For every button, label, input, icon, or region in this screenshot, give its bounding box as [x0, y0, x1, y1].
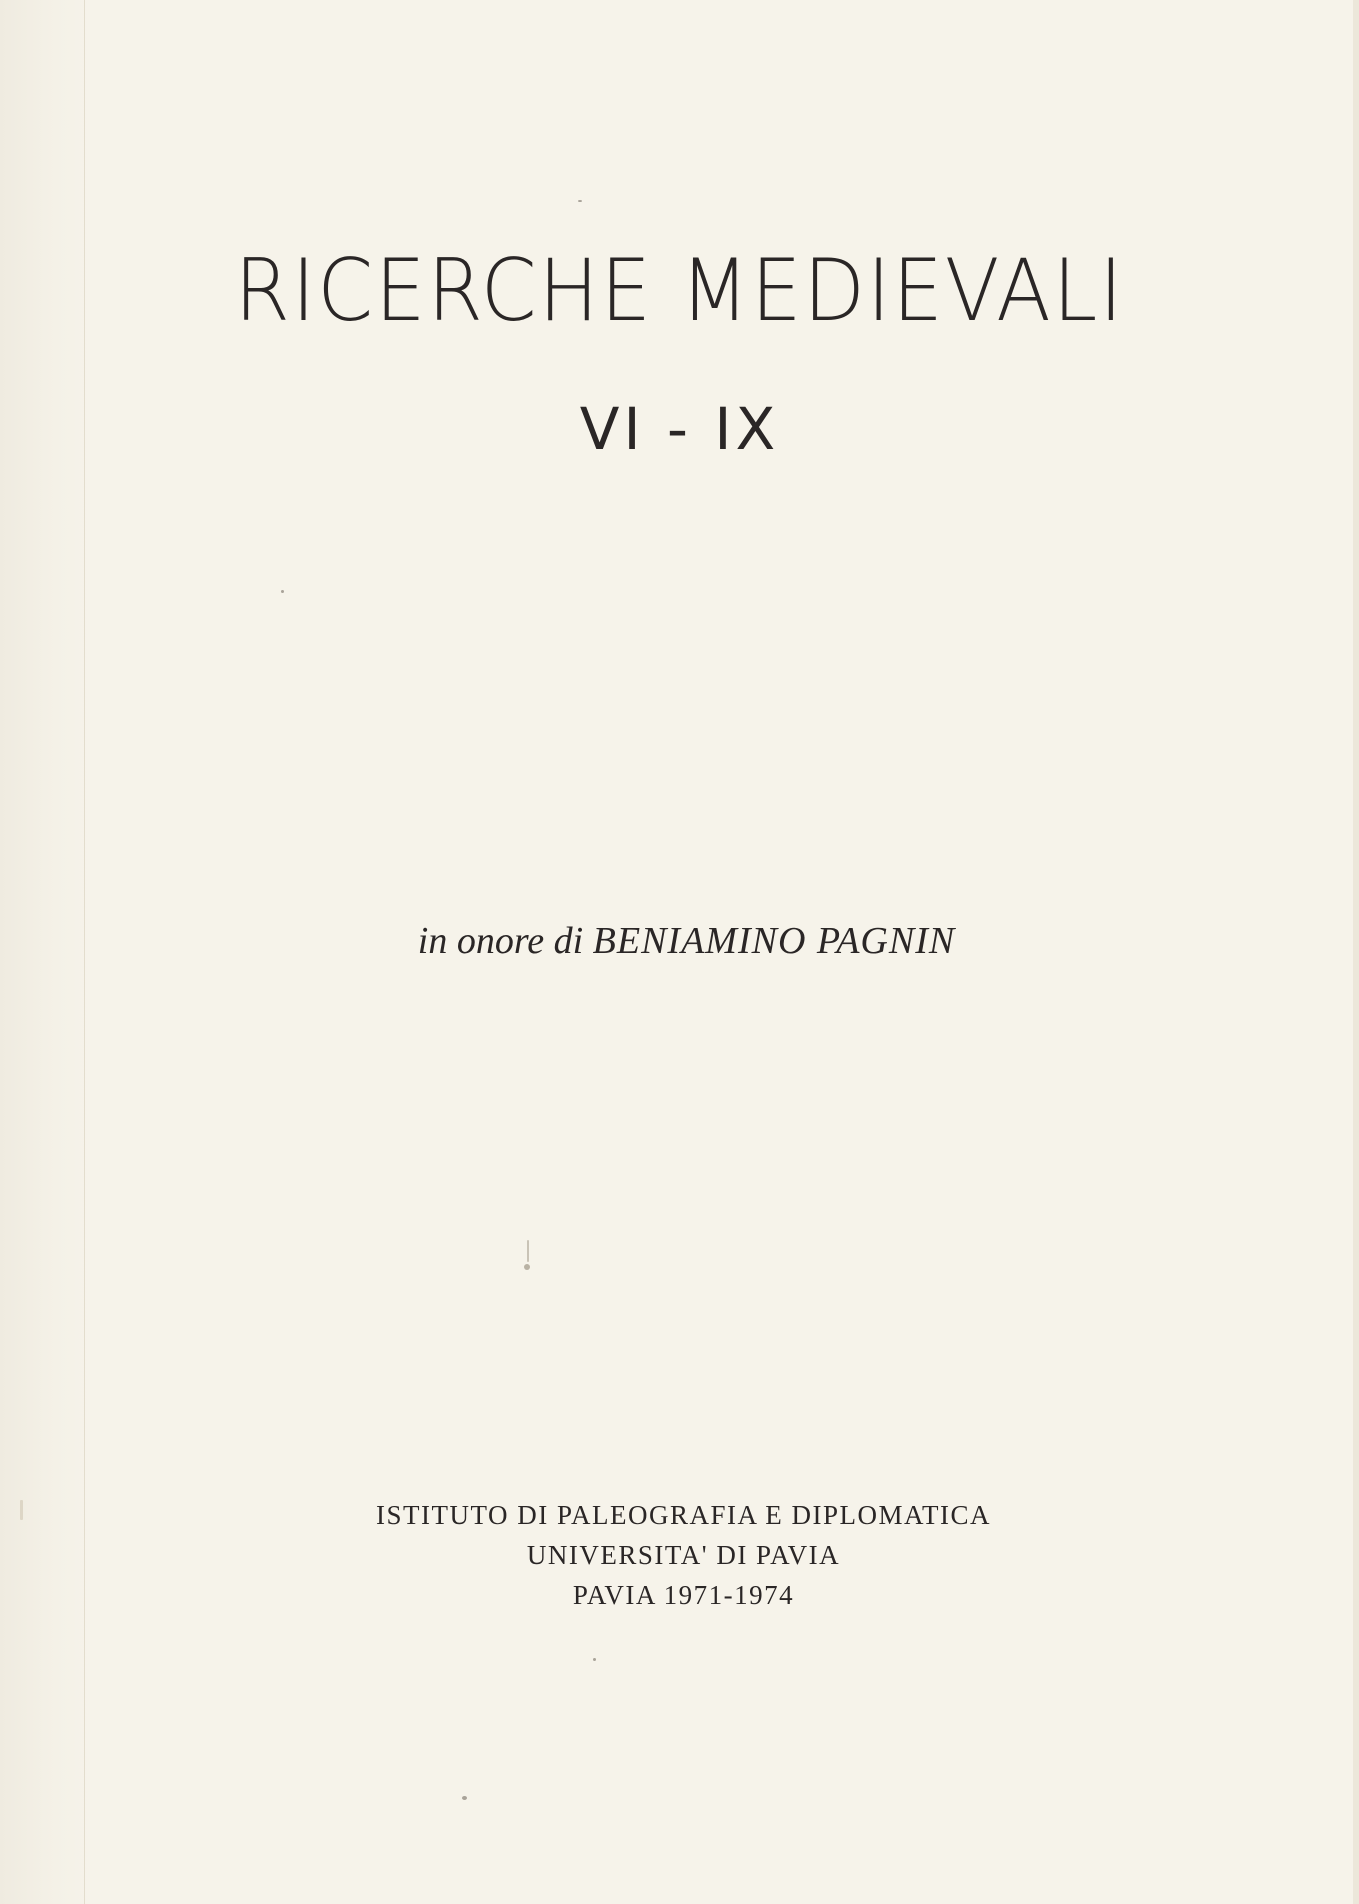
dedication-name: BENIAMINO PAGNIN	[592, 920, 956, 962]
paper-speck	[578, 200, 582, 202]
dedication	[0, 922, 1359, 960]
volume-range: VI - IX	[579, 395, 780, 463]
paper-speck	[527, 1240, 529, 1262]
paper-speck	[593, 1658, 596, 1661]
cover-title: RICERCHE MEDIEVALI	[234, 241, 1125, 341]
paper-speck	[524, 1264, 530, 1270]
dedication-prefix: in onore di	[417, 920, 584, 962]
publisher-block	[0, 1495, 1359, 1615]
paper-speck	[281, 590, 284, 593]
publisher-place-years: PAVIA 1971-1974	[572, 1580, 795, 1610]
publisher-institute: ISTITUTO DI PALEOGRAFIA E DIPLOMATICA	[375, 1500, 991, 1530]
paper-speck	[462, 1796, 467, 1800]
paper-speck	[20, 1500, 23, 1520]
publisher-university: UNIVERSITA' DI PAVIA	[526, 1540, 841, 1570]
